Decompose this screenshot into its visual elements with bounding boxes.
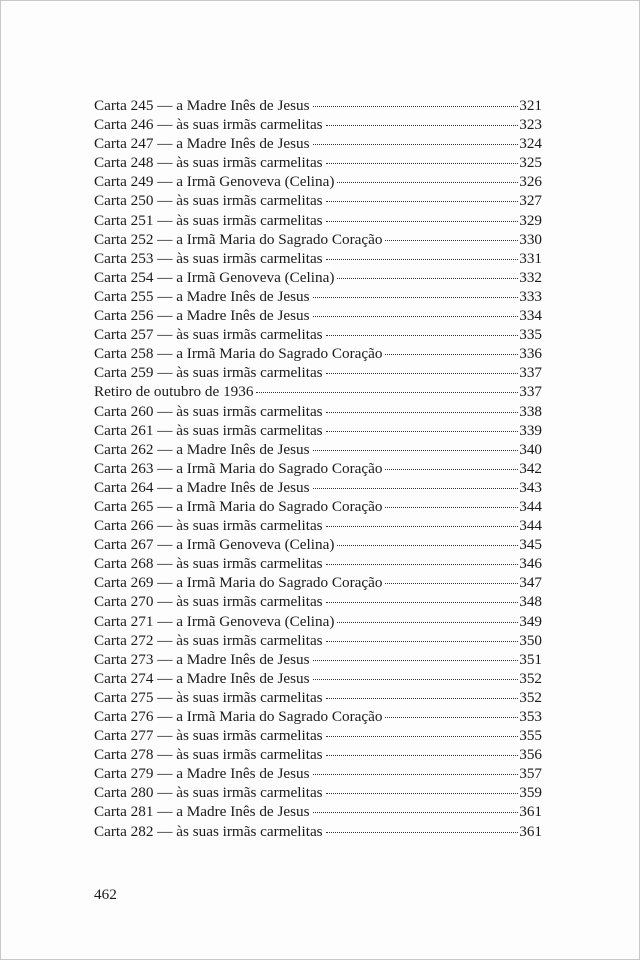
toc-entry	[94, 535, 542, 554]
toc-entry-title: Carta 247 — a Madre Inês de Jesus	[94, 135, 310, 153]
toc-entry-page: 352	[519, 669, 542, 687]
toc-entry-page: 326	[519, 173, 542, 191]
toc-entry-title: Carta 253 — às suas irmãs carmelitas	[94, 249, 323, 267]
dot-leader	[313, 106, 519, 107]
toc-entry-page: 343	[519, 478, 542, 496]
toc-entry	[94, 249, 542, 268]
toc-entry-page: 338	[519, 402, 542, 420]
toc-entry-page: 334	[519, 307, 542, 325]
dot-leader	[326, 564, 519, 565]
toc-entry	[94, 650, 542, 669]
toc-entry	[94, 688, 542, 707]
dot-leader	[313, 679, 519, 680]
dot-leader	[326, 373, 519, 374]
toc-entry-title: Carta 268 — às suas irmãs carmelitas	[94, 555, 323, 573]
toc-entry	[94, 631, 542, 650]
dot-leader	[337, 545, 518, 546]
dot-leader	[326, 163, 519, 164]
dot-leader	[326, 412, 519, 413]
toc-entry	[94, 191, 542, 210]
toc-entry-title: Carta 255 — a Madre Inês de Jesus	[94, 287, 310, 305]
dot-leader	[326, 641, 519, 642]
dot-leader	[337, 182, 518, 183]
toc-entry-page: 329	[519, 211, 542, 229]
toc-entry	[94, 745, 542, 764]
toc-entry	[94, 402, 542, 421]
toc-entry-page: 345	[519, 536, 542, 554]
toc-entry	[94, 459, 542, 478]
toc-entry	[94, 325, 542, 344]
toc-entry	[94, 96, 542, 115]
toc-entry-page: 353	[519, 708, 542, 725]
dot-leader	[385, 583, 518, 584]
toc-entry-page: 348	[519, 593, 542, 611]
toc-entry	[94, 669, 542, 688]
dot-leader	[326, 602, 519, 603]
toc-entry	[94, 478, 542, 497]
toc-entry	[94, 153, 542, 172]
dot-leader	[385, 354, 518, 355]
toc-entry	[94, 115, 542, 134]
toc-entry-title: Carta 252 — a Irmã Maria do Sagrado Coração	[94, 230, 383, 248]
dot-leader	[326, 125, 519, 126]
toc-entry-title: Carta 270 — às suas irmãs carmelitas	[94, 593, 323, 611]
toc-entry	[94, 287, 542, 306]
toc-entry-page: 333	[519, 287, 542, 305]
toc-entry-page: 332	[519, 268, 542, 286]
page-number: 462	[94, 886, 117, 903]
toc-entry-page: 330	[519, 230, 542, 248]
dot-leader	[326, 736, 519, 737]
toc-entry-title: Carta 250 — às suas irmãs carmelitas	[94, 192, 323, 210]
toc-entry-title: Carta 254 — a Irmã Genoveva (Celina)	[94, 268, 335, 286]
toc-entry-page: 361	[519, 822, 542, 840]
dot-leader	[313, 660, 519, 661]
toc-entry-title: Carta 266 — às suas irmãs carmelitas	[94, 517, 323, 535]
toc-entry-page: 344	[519, 517, 542, 535]
dot-leader	[326, 755, 519, 756]
dot-leader	[326, 431, 519, 432]
toc-entry-title: Carta 277 — às suas irmãs carmelitas	[94, 727, 323, 745]
toc-entry-page: 340	[519, 440, 542, 458]
toc-entry-page: 346	[519, 555, 542, 573]
dot-leader	[385, 717, 518, 718]
toc-entry-title: Carta 273 — a Madre Inês de Jesus	[94, 650, 310, 668]
toc-entry-title: Carta 261 — às suas irmãs carmelitas	[94, 421, 323, 439]
toc-entry-page: 352	[519, 688, 542, 706]
toc-entry	[94, 230, 542, 249]
toc-entry-page: 337	[519, 383, 542, 401]
toc-entry	[94, 421, 542, 440]
toc-entry-title: Retiro de outubro de 1936	[94, 383, 254, 401]
dot-leader	[313, 297, 519, 298]
dot-leader	[313, 488, 519, 489]
toc-entry	[94, 211, 542, 230]
toc-entry-title: Carta 251 — às suas irmãs carmelitas	[94, 211, 323, 229]
toc-entry-page: 342	[519, 459, 542, 477]
toc-entry-page: 347	[519, 574, 542, 592]
dot-leader	[313, 774, 519, 775]
dot-leader	[313, 144, 519, 145]
toc-entry	[94, 554, 542, 573]
toc-entry-title: Carta 259 — às suas irmãs carmelitas	[94, 364, 323, 382]
dot-leader	[385, 240, 518, 241]
toc-entry-title: Carta 245 — a Madre Inês de Jesus	[94, 97, 310, 114]
toc-entry-page: 356	[519, 746, 542, 764]
toc-entry-page: 324	[519, 135, 542, 153]
toc-entry-page: 327	[519, 192, 542, 210]
dot-leader	[326, 526, 519, 527]
toc-entry	[94, 268, 542, 287]
toc-entry-page: 339	[519, 421, 542, 439]
toc-entry	[94, 382, 542, 401]
toc-entry-title: Carta 282 — às suas irmãs carmelitas	[94, 822, 323, 840]
dot-leader	[385, 469, 518, 470]
toc-entry-page: 344	[519, 497, 542, 515]
toc-entry-title: Carta 274 — a Madre Inês de Jesus	[94, 669, 310, 687]
toc-entry-page: 321	[519, 97, 542, 114]
toc-entry-title: Carta 256 — a Madre Inês de Jesus	[94, 307, 310, 325]
toc-entry-page: 337	[519, 364, 542, 382]
toc-entry	[94, 440, 542, 459]
dot-leader	[326, 793, 519, 794]
toc-entry	[94, 134, 542, 153]
toc-entry-page: 357	[519, 765, 542, 783]
toc-entry-title: Carta 267 — a Irmã Genoveva (Celina)	[94, 536, 335, 554]
dot-leader	[326, 832, 519, 833]
toc-entry-title: Carta 272 — às suas irmãs carmelitas	[94, 631, 323, 649]
dot-leader	[337, 622, 518, 623]
toc-entry	[94, 516, 542, 535]
toc-entry-title: Carta 279 — a Madre Inês de Jesus	[94, 765, 310, 783]
table-of-contents	[94, 96, 542, 841]
toc-entry-title: Carta 263 — a Irmã Maria do Sagrado Coração	[94, 459, 383, 477]
toc-entry-title: Carta 275 — às suas irmãs carmelitas	[94, 688, 323, 706]
toc-entry-page: 336	[519, 345, 542, 363]
toc-entry	[94, 764, 542, 783]
dot-leader	[256, 392, 518, 393]
toc-entry	[94, 726, 542, 745]
toc-entry	[94, 573, 542, 592]
dot-leader	[313, 812, 519, 813]
toc-entry	[94, 497, 542, 516]
dot-leader	[326, 201, 519, 202]
toc-entry-title: Carta 269 — a Irmã Maria do Sagrado Coração	[94, 574, 383, 592]
dot-leader	[313, 316, 519, 317]
toc-entry-page: 325	[519, 154, 542, 172]
toc-entry-title: Carta 271 — a Irmã Genoveva (Celina)	[94, 612, 335, 630]
toc-entry	[94, 592, 542, 611]
toc-entry-title: Carta 276 — a Irmã Maria do Sagrado Coração	[94, 708, 383, 725]
toc-entry-title: Carta 248 — às suas irmãs carmelitas	[94, 154, 323, 172]
toc-entry	[94, 707, 542, 726]
toc-entry-page: 355	[519, 727, 542, 745]
toc-entry-title: Carta 257 — às suas irmãs carmelitas	[94, 326, 323, 344]
toc-entry	[94, 612, 542, 631]
toc-entry	[94, 344, 542, 363]
dot-leader	[326, 698, 519, 699]
dot-leader	[326, 335, 519, 336]
toc-entry-page: 335	[519, 326, 542, 344]
toc-entry	[94, 783, 542, 802]
toc-entry-title: Carta 278 — às suas irmãs carmelitas	[94, 746, 323, 764]
toc-entry-page: 349	[519, 612, 542, 630]
toc-entry	[94, 306, 542, 325]
dot-leader	[313, 450, 519, 451]
toc-entry-page: 350	[519, 631, 542, 649]
toc-entry-title: Carta 249 — a Irmã Genoveva (Celina)	[94, 173, 335, 191]
toc-entry-title: Carta 246 — às suas irmãs carmelitas	[94, 116, 323, 134]
toc-entry-page: 331	[519, 249, 542, 267]
toc-entry-title: Carta 280 — às suas irmãs carmelitas	[94, 784, 323, 802]
toc-entry-title: Carta 260 — às suas irmãs carmelitas	[94, 402, 323, 420]
toc-entry-page: 361	[519, 803, 542, 821]
toc-entry-page: 359	[519, 784, 542, 802]
toc-entry-page: 351	[519, 650, 542, 668]
toc-entry	[94, 822, 542, 841]
dot-leader	[337, 278, 518, 279]
toc-entry	[94, 363, 542, 382]
toc-entry	[94, 802, 542, 821]
toc-entry-title: Carta 262 — a Madre Inês de Jesus	[94, 440, 310, 458]
dot-leader	[326, 221, 519, 222]
toc-entry-title: Carta 265 — a Irmã Maria do Sagrado Coração	[94, 497, 383, 515]
toc-entry-page: 323	[519, 116, 542, 134]
toc-entry-title: Carta 258 — a Irmã Maria do Sagrado Coração	[94, 345, 383, 363]
toc-entry	[94, 172, 542, 191]
toc-entry-title: Carta 281 — a Madre Inês de Jesus	[94, 803, 310, 821]
dot-leader	[326, 259, 519, 260]
dot-leader	[385, 507, 518, 508]
toc-entry-title: Carta 264 — a Madre Inês de Jesus	[94, 478, 310, 496]
